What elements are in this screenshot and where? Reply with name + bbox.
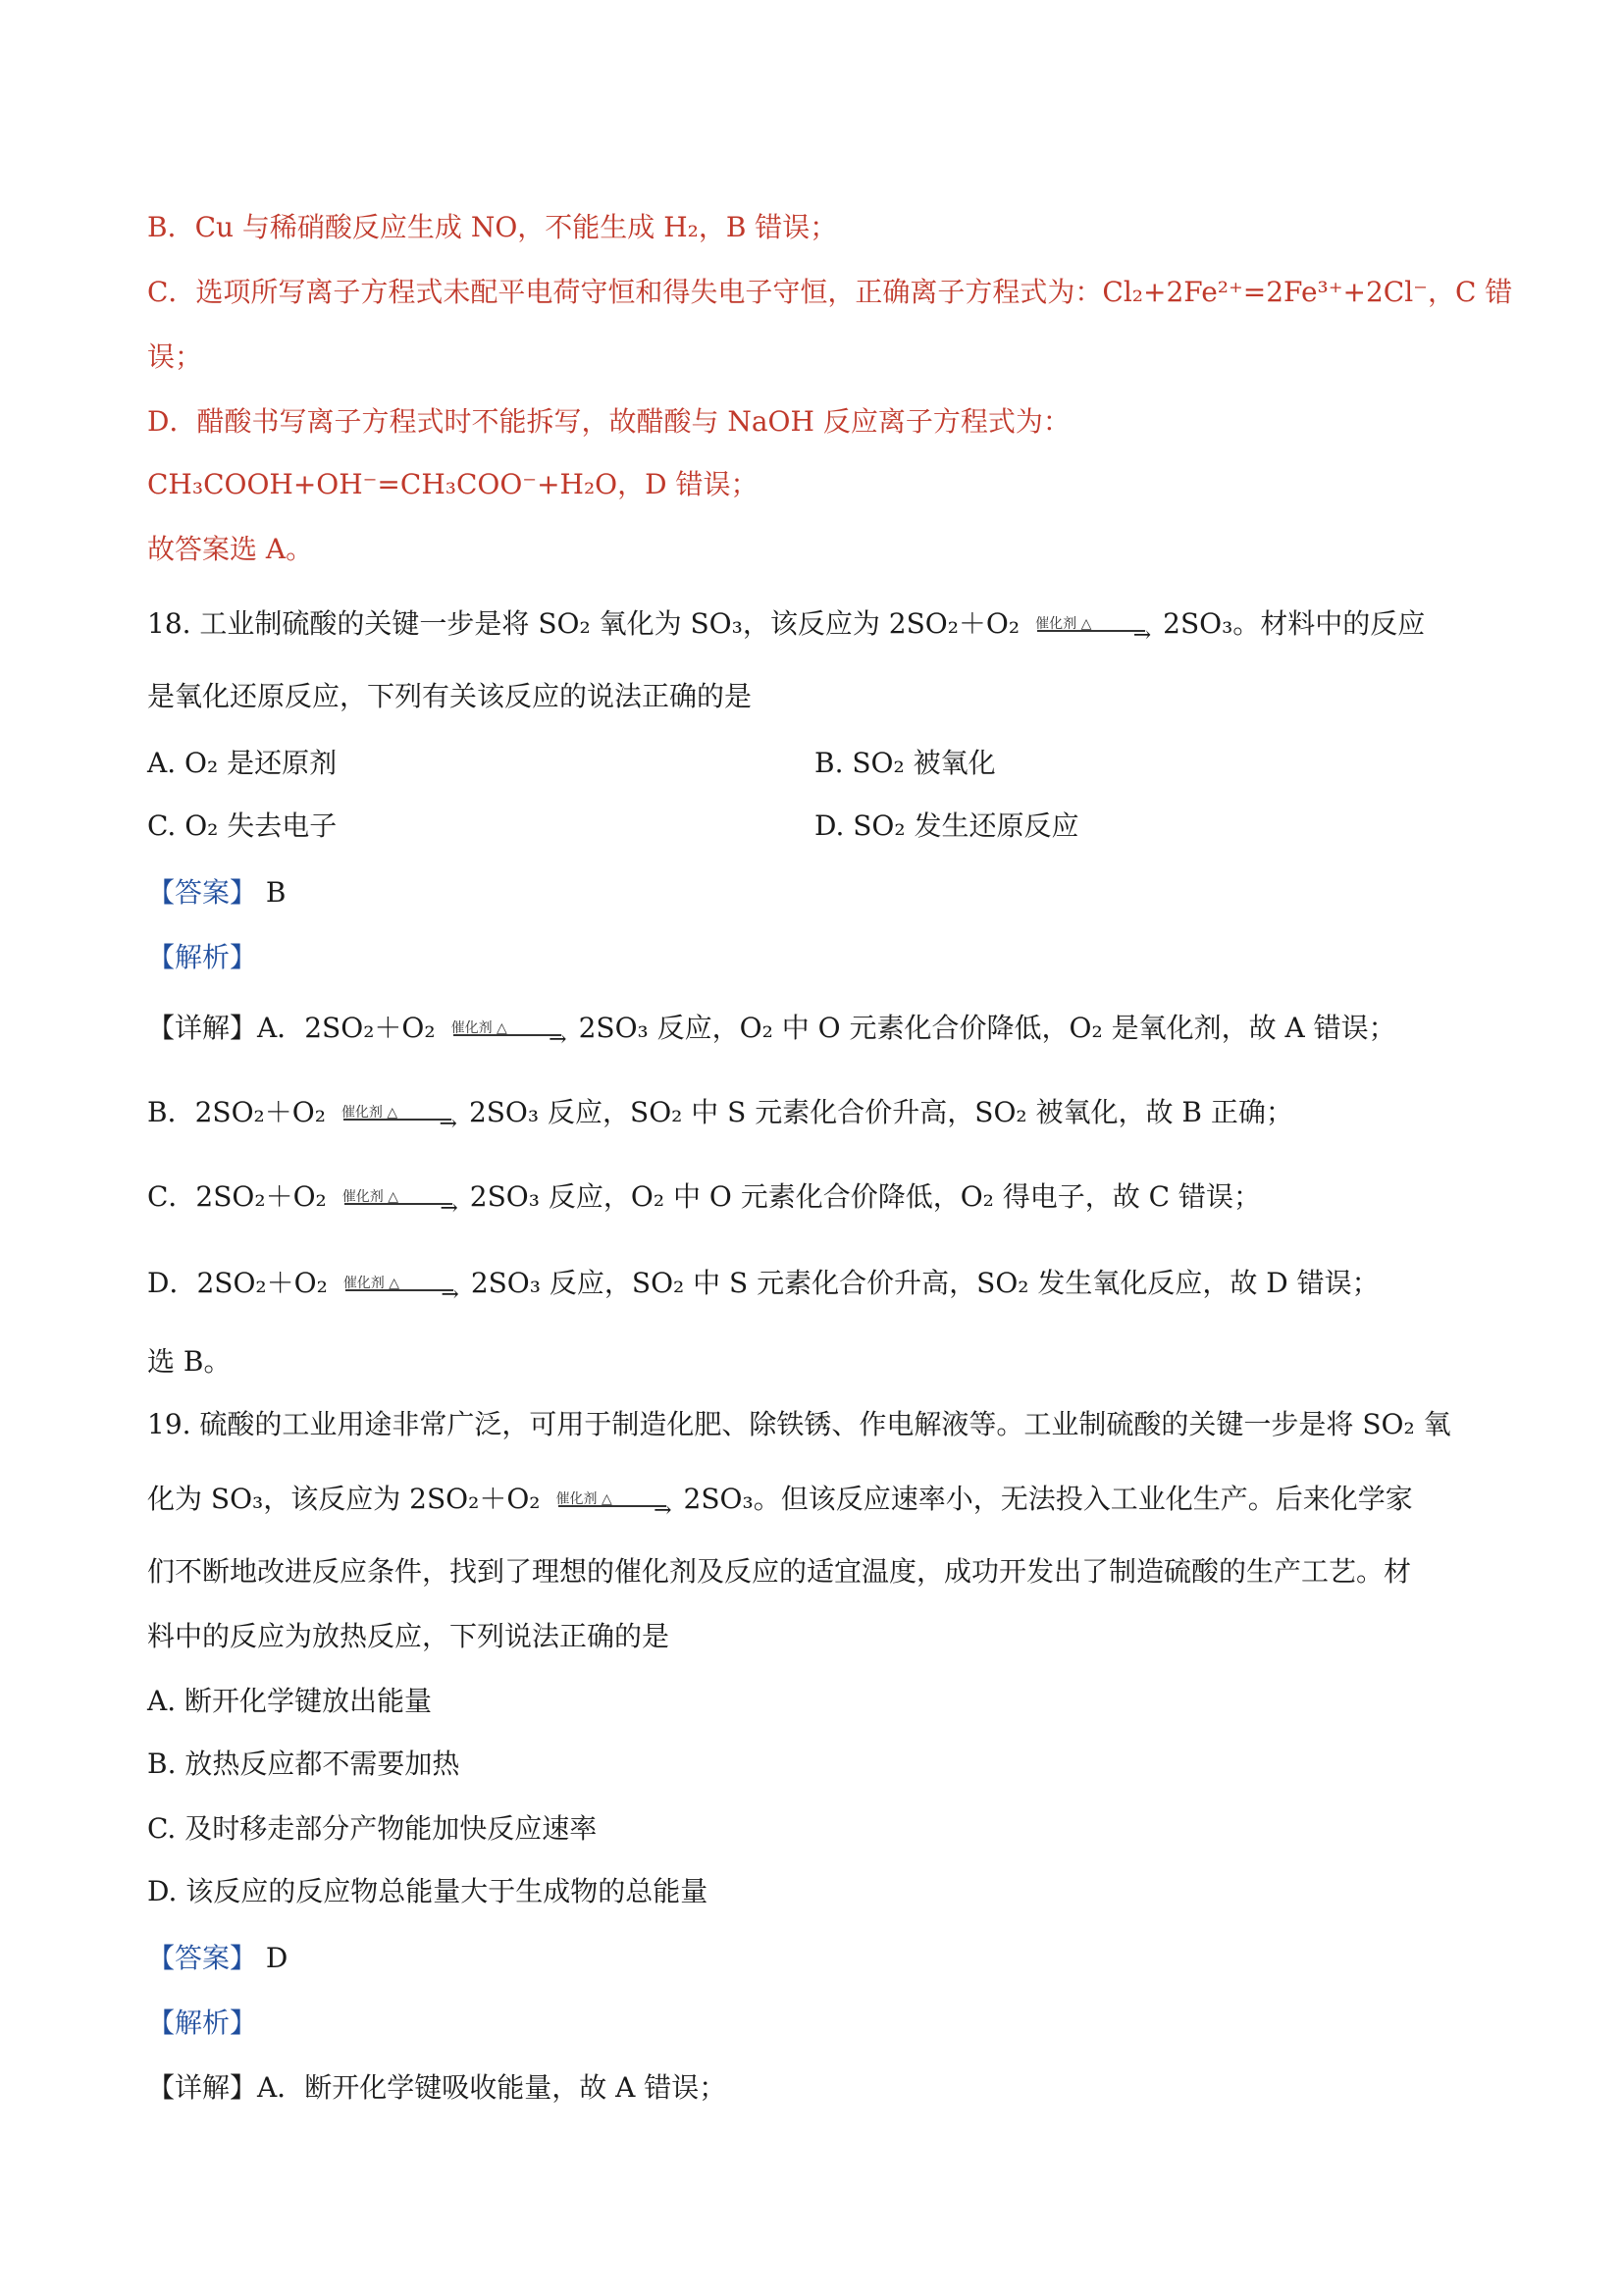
detail-c-text: 2SO₃ 反应，O₂ 中 O 元素化合价降低，O₂ 得电子，故 C 错误； [469,1180,1262,1213]
reaction-condition: 催化剂 △ [342,1275,400,1291]
reversible-arrow-icon: 催化剂 △ → [335,1179,462,1219]
reversible-arrow-icon: 催化剂 △ → [334,1095,461,1134]
q19-option-b: B. 放热反应都不需要加热 [147,1748,460,1780]
q18-detail-a [147,1009,1396,1050]
prev-answer-b: B．Cu 与稀硝酸反应生成 NO，不能生成 H₂，B 错误； [147,211,838,243]
q19-option-c: C. 及时移走部分产物能加快反应速率 [147,1812,598,1845]
q19-option-a: A. 断开化学键放出能量 [147,1685,433,1717]
q18-detail-b [147,1093,1293,1134]
reaction-condition: 催化剂 △ [555,1490,612,1507]
reversible-arrow-icon: 催化剂 △ → [549,1482,676,1521]
reaction-condition: 催化剂 △ [341,1188,398,1205]
q19-option-d: D. 该反应的反应物总能量大于生成物的总能量 [147,1875,708,1907]
q19-stem-part2: 2SO₃。但该反应速率小，无法投入工业化生产。后来化学家 [683,1483,1413,1515]
answer-value: B [265,876,287,909]
detail-tag: 【详解】 [147,1012,258,1044]
prev-answer-c-line2: 误； [147,340,203,373]
answer-value: D [265,1942,288,1974]
q19-analysis-tag: 【解析】 [147,2007,258,2039]
detail-c-eq: C．2SO₂＋O₂ [147,1180,327,1213]
q19-answer [147,1939,288,1978]
q18-stem-line1 [147,604,1425,646]
answer-tag: 【答案】 [147,876,258,909]
reaction-condition: 催化剂 △ [1035,615,1092,632]
q18-stem-line2: 是氧化还原反应，下列有关该反应的说法正确的是 [147,680,753,712]
q18-detail-d [147,1264,1380,1305]
detail-a-text: A．断开化学键吸收能量，故 A 错误； [257,2071,727,2104]
q18-option-a: A. O₂ 是还原剂 [147,747,338,779]
q18-conclusion: 选 B。 [147,1345,232,1378]
q19-stem-line4: 料中的反应为放热反应，下列说法正确的是 [147,1620,670,1652]
detail-b-text: 2SO₃ 反应，SO₂ 中 S 元素化合价升高，SO₂ 被氧化，故 B 正确； [468,1096,1293,1128]
reaction-condition: 催化剂 △ [340,1104,398,1121]
reversible-arrow-icon: 催化剂 △ → [1027,606,1155,646]
detail-tag: 【详解】 [147,2071,258,2104]
q18-answer [147,873,287,913]
q19-detail-a [147,2068,726,2108]
detail-a-eq: A．2SO₂＋O₂ [257,1012,436,1044]
q18-stem-part1: 18. 工业制硫酸的关键一步是将 SO₂ 氧化为 SO₃，该反应为 2SO₂＋O₂ [147,607,1021,640]
detail-d-text: 2SO₃ 反应，SO₂ 中 S 元素化合价升高，SO₂ 发生氧化反应，故 D 错误； [470,1267,1380,1299]
reversible-arrow-icon: 催化剂 △ → [444,1011,571,1050]
detail-b-eq: B．2SO₂＋O₂ [147,1096,326,1128]
reversible-arrow-icon: 催化剂 △ → [336,1266,463,1305]
reaction-condition: 催化剂 △ [450,1019,507,1036]
q19-stem-part1: 化为 SO₃，该反应为 2SO₂＋O₂ [147,1483,541,1515]
q19-stem-line1: 19. 硫酸的工业用途非常广泛，可用于制造化肥、除铁锈、作电解液等。工业制硫酸的关键一步是将 SO₂ 氧 [147,1408,1451,1440]
detail-d-eq: D．2SO₂＋O₂ [147,1267,328,1299]
prev-answer-c-line1: C．选项所写离子方程式未配平电荷守恒和得失电子守恒，正确离子方程式为：Cl₂+2Fe²⁺=2Fe³⁺+2Cl⁻，C 错 [147,276,1513,308]
q19-stem-line3: 们不断地改进反应条件，找到了理想的催化剂及反应的适宜温度，成功开发出了制造硫酸的生产工艺。材 [147,1555,1412,1588]
q18-analysis-tag: 【解析】 [147,941,258,973]
prev-answer-d-line2: CH₃COOH+OH⁻=CH₃COO⁻+H₂O，D 错误； [147,468,759,500]
q19-stem-line2 [147,1480,1413,1521]
detail-a-text: 2SO₃ 反应，O₂ 中 O 元素化合价降低，O₂ 是氧化剂，故 A 错误； [578,1012,1396,1044]
q18-option-d: D. SO₂ 发生还原反应 [814,809,1079,842]
q18-option-b: B. SO₂ 被氧化 [814,747,996,779]
q18-detail-c [147,1177,1261,1219]
answer-tag: 【答案】 [147,1942,258,1974]
prev-answer-d-line1: D．醋酸书写离子方程式时不能拆写，故醋酸与 NaOH 反应离子方程式为： [147,405,1071,438]
q18-stem-part2: 2SO₃。材料中的反应 [1163,607,1426,640]
q18-option-c: C. O₂ 失去电子 [147,809,338,842]
prev-answer-conclusion: 故答案选 A。 [147,533,314,565]
